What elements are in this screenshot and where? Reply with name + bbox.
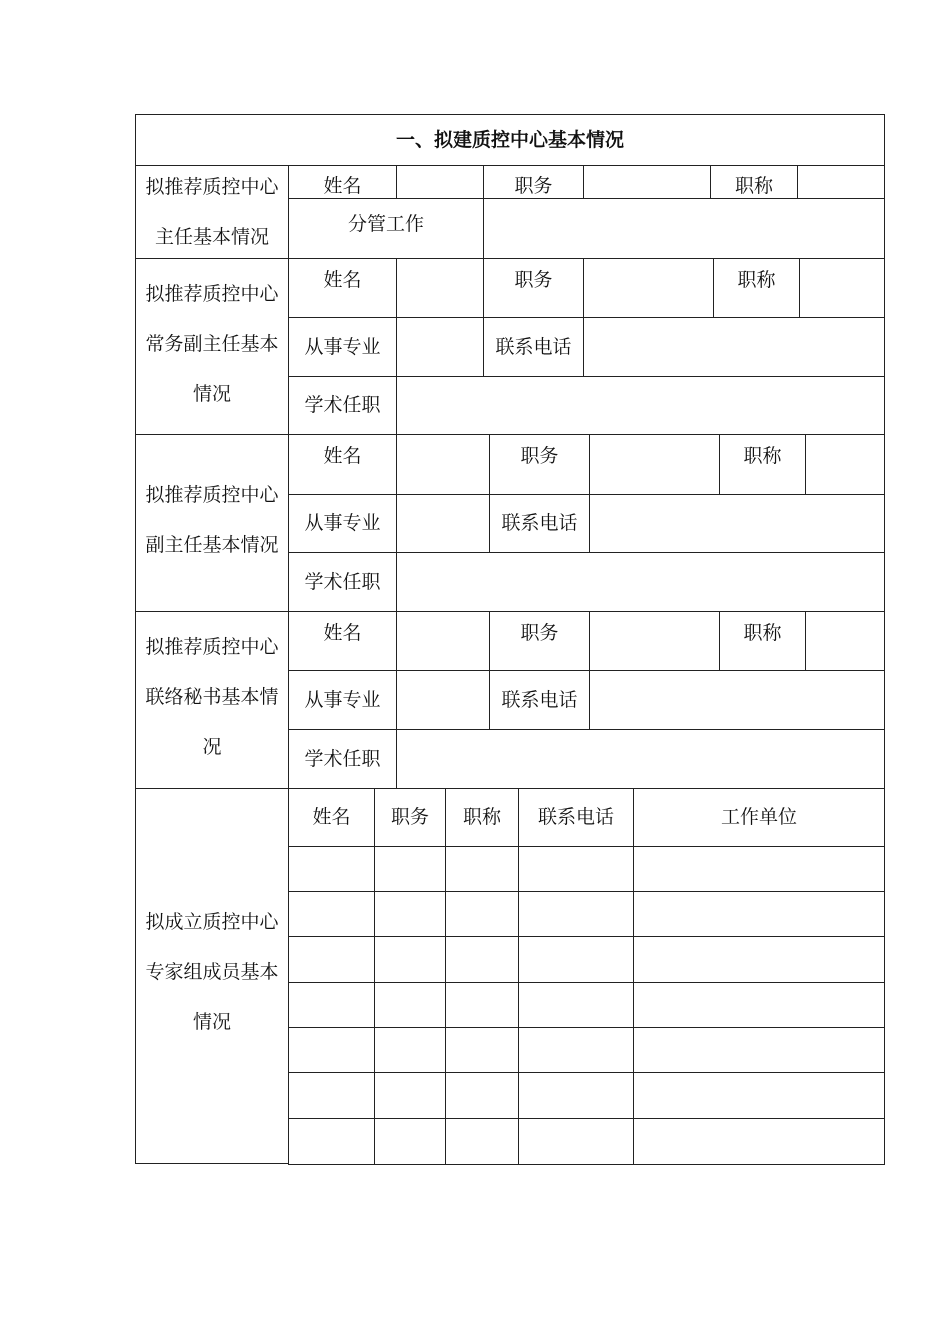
label-position: 职务: [489, 434, 590, 495]
section-label-line: 专家组成员基本: [145, 961, 279, 983]
expert-name-cell[interactable]: [288, 1118, 375, 1165]
expert-position-cell[interactable]: [374, 846, 446, 892]
label-phone: 联系电话: [489, 494, 590, 553]
expert-phone-cell[interactable]: [518, 1027, 634, 1073]
label-academic-post: 学术任职: [288, 376, 397, 435]
director-in-charge-field[interactable]: [483, 198, 885, 259]
label-in-charge-work: 分管工作: [288, 198, 484, 259]
exec-deputy-specialty-field[interactable]: [396, 317, 484, 377]
secretary-specialty-field[interactable]: [396, 670, 490, 730]
expert-name-cell[interactable]: [288, 982, 375, 1028]
exec-deputy-position-field[interactable]: [583, 258, 714, 318]
expert-title-cell[interactable]: [445, 891, 519, 937]
expert-title-cell[interactable]: [445, 846, 519, 892]
deputy-academic-field[interactable]: [396, 552, 885, 612]
section-label-line: 副主任基本情况: [145, 534, 279, 556]
director-title-field[interactable]: [797, 165, 885, 199]
label-name: 姓名: [288, 258, 397, 318]
deputy-title-field[interactable]: [805, 434, 885, 495]
label-title-rank: 职称: [719, 611, 806, 671]
label-academic-post: 学术任职: [288, 552, 397, 612]
director-position-field[interactable]: [583, 165, 711, 199]
label-specialty: 从事专业: [288, 317, 397, 377]
label-position: 职务: [483, 258, 584, 318]
expert-work-unit-cell[interactable]: [633, 1072, 885, 1119]
expert-work-unit-cell[interactable]: [633, 982, 885, 1028]
expert-title-cell[interactable]: [445, 1027, 519, 1073]
exec-deputy-name-field[interactable]: [396, 258, 484, 318]
secretary-name-field[interactable]: [396, 611, 490, 671]
section-label-line: 拟成立质控中心: [145, 911, 279, 933]
section-label-deputy: [135, 434, 289, 612]
section-label-line: 主任基本情况: [154, 226, 269, 248]
section-label-line: 情况: [192, 1011, 231, 1033]
exec-deputy-phone-field[interactable]: [583, 317, 885, 377]
expert-phone-cell[interactable]: [518, 891, 634, 937]
director-name-field[interactable]: [396, 165, 484, 199]
section-label-line: 况: [202, 736, 222, 758]
expert-name-cell[interactable]: [288, 936, 375, 983]
secretary-phone-field[interactable]: [589, 670, 885, 730]
expert-position-cell[interactable]: [374, 891, 446, 937]
label-phone: 联系电话: [489, 670, 590, 730]
deputy-specialty-field[interactable]: [396, 494, 490, 553]
secretary-position-field[interactable]: [589, 611, 720, 671]
expert-name-cell[interactable]: [288, 1027, 375, 1073]
deputy-name-field[interactable]: [396, 434, 490, 495]
section-label-line: 拟推荐质控中心: [145, 636, 279, 658]
expert-name-cell[interactable]: [288, 891, 375, 937]
expert-title-cell[interactable]: [445, 1118, 519, 1165]
section-label-line: 拟推荐质控中心: [145, 484, 279, 506]
expert-work-unit-cell[interactable]: [633, 846, 885, 892]
expert-work-unit-cell[interactable]: [633, 1027, 885, 1073]
label-specialty: 从事专业: [288, 670, 397, 730]
expert-phone-cell[interactable]: [518, 982, 634, 1028]
label-specialty: 从事专业: [288, 494, 397, 553]
expert-phone-cell[interactable]: [518, 936, 634, 983]
label-position: 职务: [483, 165, 584, 199]
expert-name-cell[interactable]: [288, 1072, 375, 1119]
expert-header-phone: 联系电话: [518, 788, 634, 847]
label-title-rank: 职称: [713, 258, 800, 318]
expert-position-cell[interactable]: [374, 936, 446, 983]
expert-work-unit-cell[interactable]: [633, 936, 885, 983]
expert-phone-cell[interactable]: [518, 846, 634, 892]
form-title: 一、拟建质控中心基本情况: [135, 114, 885, 166]
section-label-line: 拟推荐质控中心: [145, 283, 279, 305]
section-label-line: 联络秘书基本情: [145, 686, 279, 708]
section-label-line: 拟推荐质控中心: [145, 176, 279, 198]
deputy-phone-field[interactable]: [589, 494, 885, 553]
deputy-position-field[interactable]: [589, 434, 720, 495]
label-academic-post: 学术任职: [288, 729, 397, 789]
label-name: 姓名: [288, 434, 397, 495]
expert-phone-cell[interactable]: [518, 1118, 634, 1165]
section-label-experts: [135, 788, 289, 1164]
expert-position-cell[interactable]: [374, 1118, 446, 1165]
label-title-rank: 职称: [719, 434, 806, 495]
secretary-academic-field[interactable]: [396, 729, 885, 789]
exec-deputy-academic-field[interactable]: [396, 376, 885, 435]
section-label-line: 常务副主任基本: [145, 333, 279, 355]
expert-title-cell[interactable]: [445, 1072, 519, 1119]
section-label-secretary: [135, 611, 289, 789]
section-label-director: [135, 165, 289, 259]
expert-work-unit-cell[interactable]: [633, 1118, 885, 1165]
expert-position-cell[interactable]: [374, 982, 446, 1028]
expert-title-cell[interactable]: [445, 936, 519, 983]
label-phone: 联系电话: [483, 317, 584, 377]
expert-header-title: 职称: [445, 788, 519, 847]
expert-position-cell[interactable]: [374, 1027, 446, 1073]
label-name: 姓名: [288, 611, 397, 671]
label-title-rank: 职称: [710, 165, 798, 199]
exec-deputy-title-field[interactable]: [799, 258, 885, 318]
expert-header-position: 职务: [374, 788, 446, 847]
expert-header-name: 姓名: [288, 788, 375, 847]
section-label-line: 情况: [192, 383, 231, 405]
expert-name-cell[interactable]: [288, 846, 375, 892]
expert-header-work-unit: 工作单位: [633, 788, 885, 847]
secretary-title-field[interactable]: [805, 611, 885, 671]
expert-title-cell[interactable]: [445, 982, 519, 1028]
label-position: 职务: [489, 611, 590, 671]
expert-position-cell[interactable]: [374, 1072, 446, 1119]
expert-phone-cell[interactable]: [518, 1072, 634, 1119]
expert-work-unit-cell[interactable]: [633, 891, 885, 937]
section-label-exec-deputy: [135, 258, 289, 435]
label-name: 姓名: [288, 165, 397, 199]
